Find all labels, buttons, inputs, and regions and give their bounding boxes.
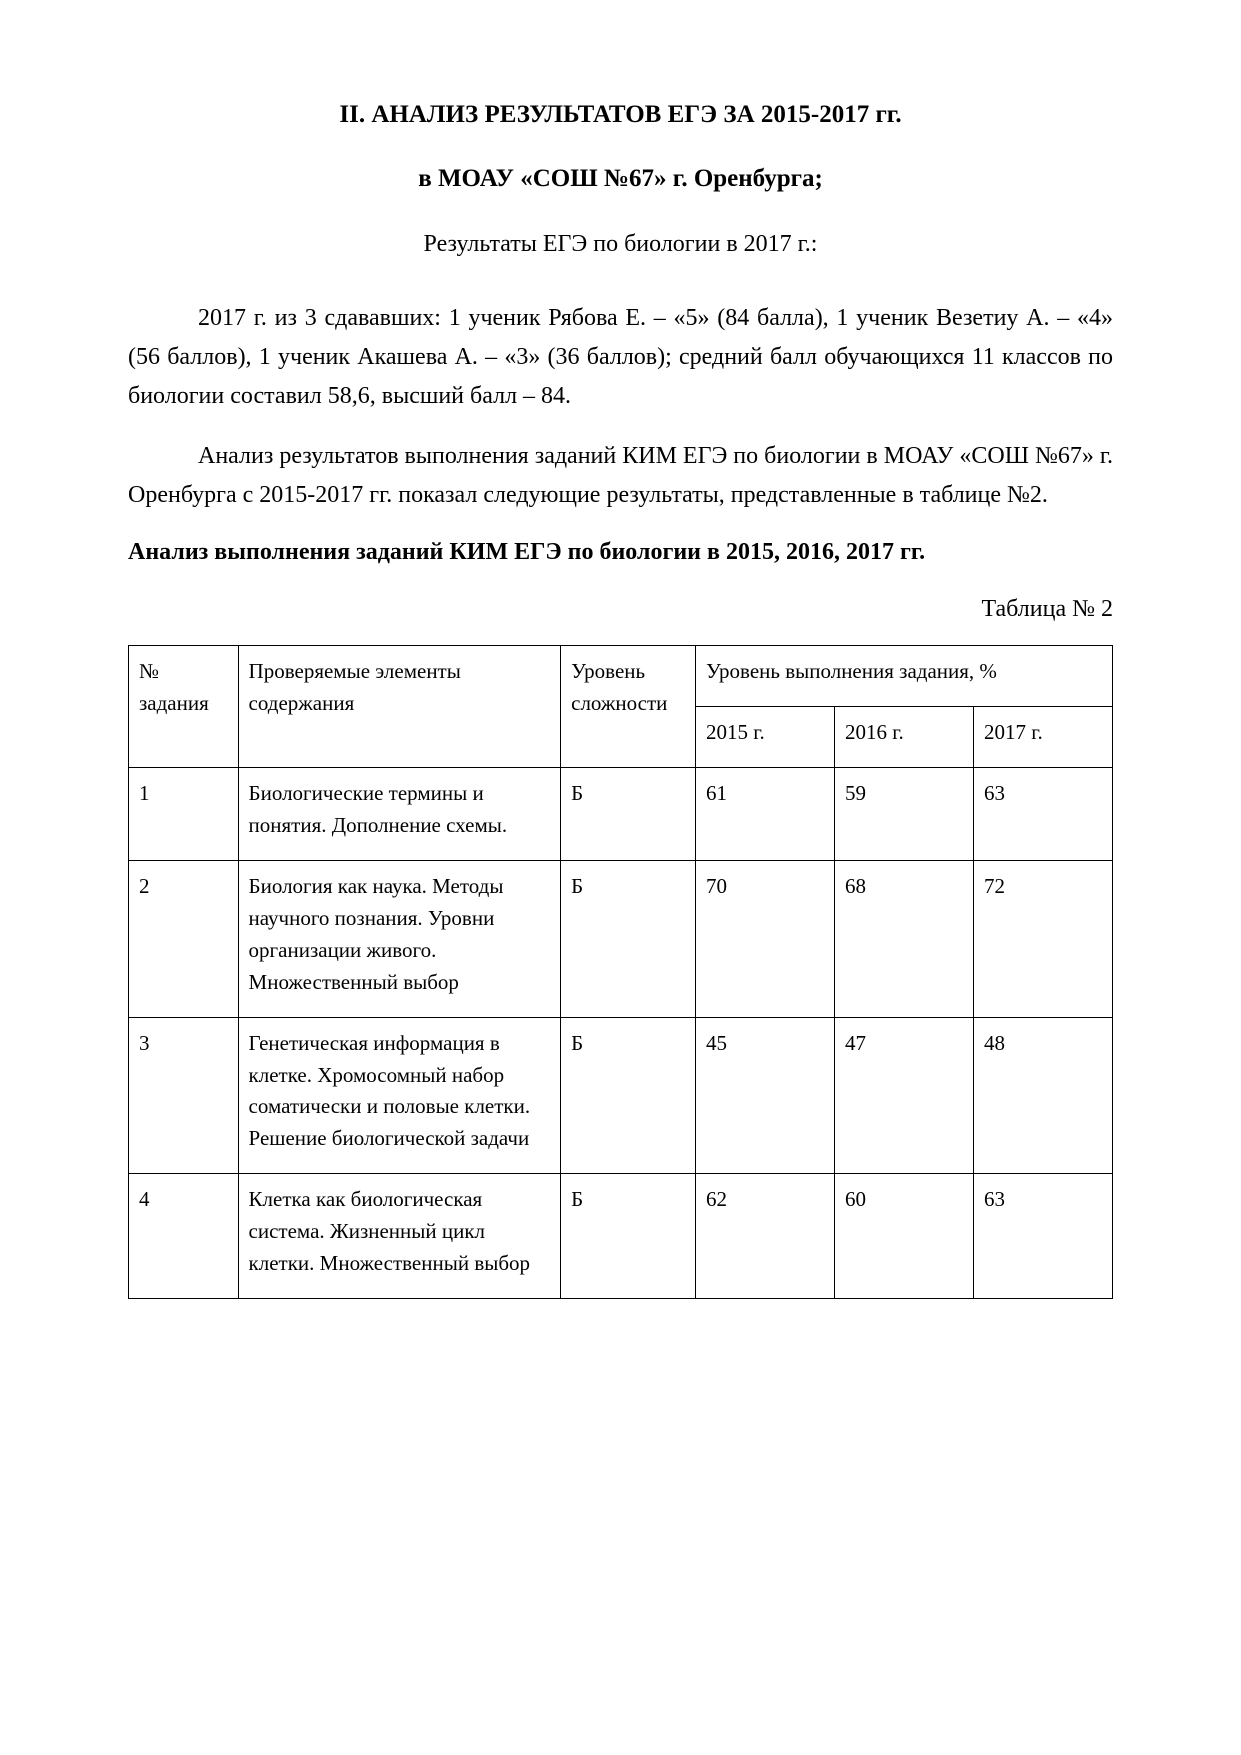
cell-value-2016: 60	[835, 1174, 974, 1299]
cell-value-2016: 68	[835, 860, 974, 1017]
cell-difficulty-level: Б	[561, 768, 696, 861]
header-year-2016: 2016 г.	[835, 707, 974, 768]
lead-line: Результаты ЕГЭ по биологии в 2017 г.:	[423, 231, 818, 257]
table-row	[129, 1017, 1113, 1174]
header-year-2017: 2017 г.	[973, 707, 1112, 768]
cell-value-2017: 48	[973, 1017, 1112, 1174]
paragraph-results: 2017 г. из 3 сдававших: 1 ученик Рябова Е. – «5» (84 балла), 1 ученик Везетиу А. – «4» (56 баллов), 1 ученик Акашева А. – «3» (36 баллов); средний балл обучающихся 11 классов по биологии составил 58,6, высший балл – 84.	[128, 304, 1113, 409]
header-task-number: № задания	[129, 646, 239, 768]
table-header-row	[129, 646, 1113, 707]
cell-content-elements: Биология как наука. Методы научного познания. Уровни организации живого. Множественный выбор	[238, 860, 561, 1017]
cell-content-elements: Биологические термины и понятия. Дополнение схемы.	[238, 768, 561, 861]
table-row	[129, 1174, 1113, 1299]
header-performance-level: Уровень выполнения задания, %	[696, 646, 1113, 707]
cell-task-number: 4	[129, 1174, 239, 1299]
paragraph-analysis: Анализ результатов выполнения заданий КИМ ЕГЭ по биологии в МОАУ «СОШ №67» г. Оренбурга с 2015-2017 гг. показал следующие результаты, представленные в таблице №2.	[128, 443, 1113, 509]
cell-difficulty-level: Б	[561, 1017, 696, 1174]
cell-task-number: 1	[129, 768, 239, 861]
cell-value-2016: 47	[835, 1017, 974, 1174]
page-subtitle: в МОАУ «СОШ №67» г. Оренбурга;	[418, 165, 823, 192]
cell-value-2017: 63	[973, 1174, 1112, 1299]
cell-value-2015: 62	[696, 1174, 835, 1299]
cell-value-2017: 63	[973, 768, 1112, 861]
cell-difficulty-level: Б	[561, 1174, 696, 1299]
cell-content-elements: Клетка как биологическая система. Жизненный цикл клетки. Множественный выбор	[238, 1174, 561, 1299]
cell-value-2017: 72	[973, 860, 1112, 1017]
cell-task-number: 3	[129, 1017, 239, 1174]
section-heading: Анализ выполнения заданий КИМ ЕГЭ по биологии в 2015, 2016, 2017 гг.	[128, 539, 926, 566]
header-difficulty-level: Уровень сложности	[561, 646, 696, 768]
cell-task-number: 2	[129, 860, 239, 1017]
cell-content-elements: Генетическая информация в клетке. Хромосомный набор соматически и половые клетки. Решение биологической задачи	[238, 1017, 561, 1174]
header-content-elements: Проверяемые элементы содержания	[238, 646, 561, 768]
kim-results-table	[128, 645, 1113, 1299]
table-caption: Таблица № 2	[981, 596, 1113, 623]
table-row	[129, 860, 1113, 1017]
cell-difficulty-level: Б	[561, 860, 696, 1017]
table-row	[129, 768, 1113, 861]
cell-value-2015: 70	[696, 860, 835, 1017]
page-title: II. АНАЛИЗ РЕЗУЛЬТАТОВ ЕГЭ ЗА 2015-2017 гг.	[339, 101, 902, 128]
cell-value-2016: 59	[835, 768, 974, 861]
header-year-2015: 2015 г.	[696, 707, 835, 768]
cell-value-2015: 45	[696, 1017, 835, 1174]
cell-value-2015: 61	[696, 768, 835, 861]
